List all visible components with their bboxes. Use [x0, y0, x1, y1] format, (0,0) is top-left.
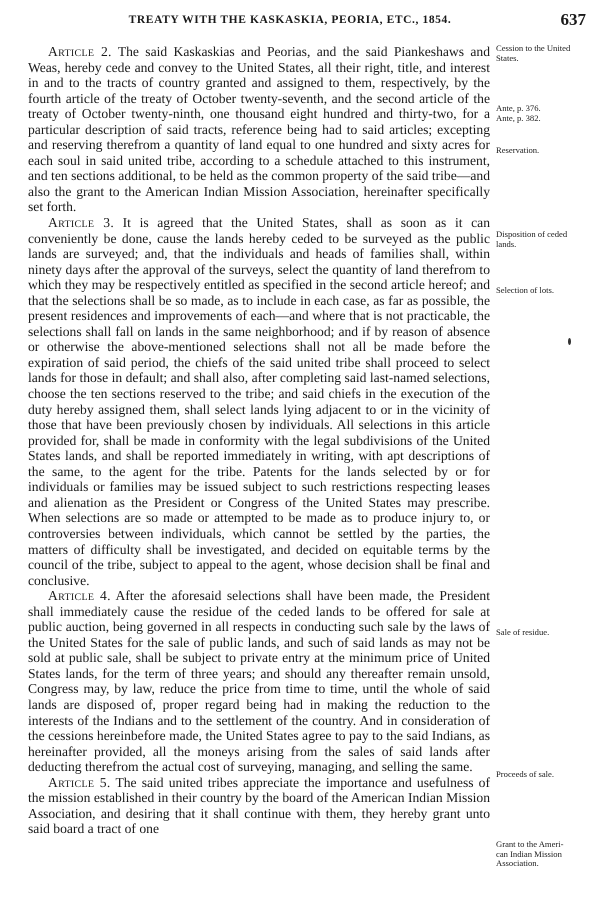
article-label: Article 4.	[48, 588, 111, 604]
margin-note-line: States.	[496, 52, 519, 63]
margin-note-sale	[496, 628, 596, 638]
article-text: The said united tribes appreciate the importance and usefulness of the mission established in their country by the board of the American Indian Mission Association, and desiring that it shall continue with them, they hereby grant unto said board a tract of one	[28, 774, 490, 837]
running-head: TREATY WITH THE KASKASKIA, PEORIA, ETC., 1854.	[128, 14, 452, 26]
margin-note-line: Ante, p. 376.	[496, 103, 541, 113]
margin-note-disposition	[496, 230, 596, 249]
margin-note-reservation	[496, 146, 596, 156]
margin-note-line: Grant to the Ameri-	[496, 839, 564, 849]
article-3	[28, 215, 490, 588]
article-text: After the aforesaid selections shall have been made, the President shall immediately cause the residue of the ceded lands to be offered for sale at public auction, being governed in all respects in conducting such sale by the laws of the United States for the sale of public lands, and such of said lands as may not be sold at public sale, shall be subject to private entry at the minimum price of United States lands, for the term of three years; and should any thereafter remain unsold, Congress may, by law, reduce the price from time to time, until the whole of said lands are disposed of, proper regard being had in making the reduction to the interests of the Indians and to the settlement of the country. And in consideration of the cessions hereinbefore made, the United States agree to pay to the said Indians, as hereinafter provided, all the moneys arising from the sales of said lands after deducting therefrom the actual cost of surveying, managing, and selling the same.	[28, 588, 490, 775]
margin-note-line: Disposition of ceded	[496, 229, 568, 239]
margin-note-line: lands.	[496, 238, 517, 249]
article-4	[28, 588, 490, 775]
margin-note-line: Proceeds of sale.	[496, 769, 554, 779]
treaty-body	[28, 44, 490, 837]
margin-note-line: Sale of residue.	[496, 627, 550, 637]
article-2	[28, 44, 490, 215]
margin-note-ante	[496, 104, 596, 123]
article-label: Article 3.	[48, 215, 115, 231]
margin-note-line: Selection of lots.	[496, 285, 554, 295]
article-text: It is agreed that the United States, shall as soon as it can conveniently be done, cause the lands hereby ceded to be surveyed as the public lands are surveyed; and, that the individuals and heads of families shall, within ninety days after the approval of the surveys, select the quantity of land therefrom to which they may be respectively entitled as specified in the second article hereof; and that the selections shall be so made, as to include in each case, as far as possible, the present residences and improvements of each—and where that is not practicable, the selections shall fall on lands in the same neighborhood; and if by reason of absence or otherwise the above-mentioned selections shall not all be made before the expiration of said period, the chiefs of the said united tribe shall proceed to select lands for those in default; and shall also, after completing said last-named selections, choose the ten sections reserved to the tribe; and said chiefs in the execution of the duty hereby assigned them, shall select lands lying adjacent to or in the vicinity of those that have been previously chosen by individuals. All selections in this article provided for, shall be made in conformity with the legal subdivisions of the United States lands, and shall be reported immediately in writing, with apt descriptions of the same, to the agent for the tribe. Patents for the lands selected by or for individuals or families may be issued subject to such restrictions respecting leases and alienation as the President or Congress of the United States may prescribe. When selections are so made or attempted to be made as to produce injury to, or controversies between individuals, which cannot be settled by the parties, the matters of difficulty shall be investigated, and decided on equitable terms by the council of the tribe, subject to appeal to the agent, whose decision shall be final and conclusive.	[28, 215, 490, 588]
article-label: Article 2.	[48, 44, 112, 59]
margin-note-line: Reservation.	[496, 145, 540, 155]
margin-note-line: Cession to the United	[496, 43, 571, 53]
page-header	[0, 12, 600, 32]
margin-note-line: Association.	[496, 858, 539, 868]
ink-speck	[568, 338, 571, 345]
article-text: The said Kaskaskias and Peorias, and the said Piankeshaws and Weas, hereby cede and convey to the United States, all their right, title, and interest in and to the tracts of country granted and assigned to them, respectively, by the fourth article of the treaty of October twenty-seventh, and the second article of the treaty of October twenty-ninth, one thousand eight hundred and thirty-two, for a particular description of said tracts, reference being had to said articles; excepting and reserving therefrom a quantity of land equal to one hundred and sixty acres for each soul in said united tribe, according to a schedule attached to this instrument, and ten sections additional, to be held as the common property of the said tribe—and also the grant to the American Indian Mission Association, hereinafter specifically set forth.	[28, 44, 490, 215]
margin-note-line: can Indian Mission	[496, 848, 562, 859]
margin-note-proceeds	[496, 770, 596, 780]
margin-note-selection	[496, 286, 596, 296]
margin-note-grant	[496, 840, 596, 869]
margin-note-line: Ante, p. 382.	[496, 112, 541, 123]
article-label: Article 5.	[48, 774, 111, 790]
article-5	[28, 775, 490, 837]
page-number: 637	[560, 10, 586, 29]
margin-note-cession	[496, 44, 596, 63]
